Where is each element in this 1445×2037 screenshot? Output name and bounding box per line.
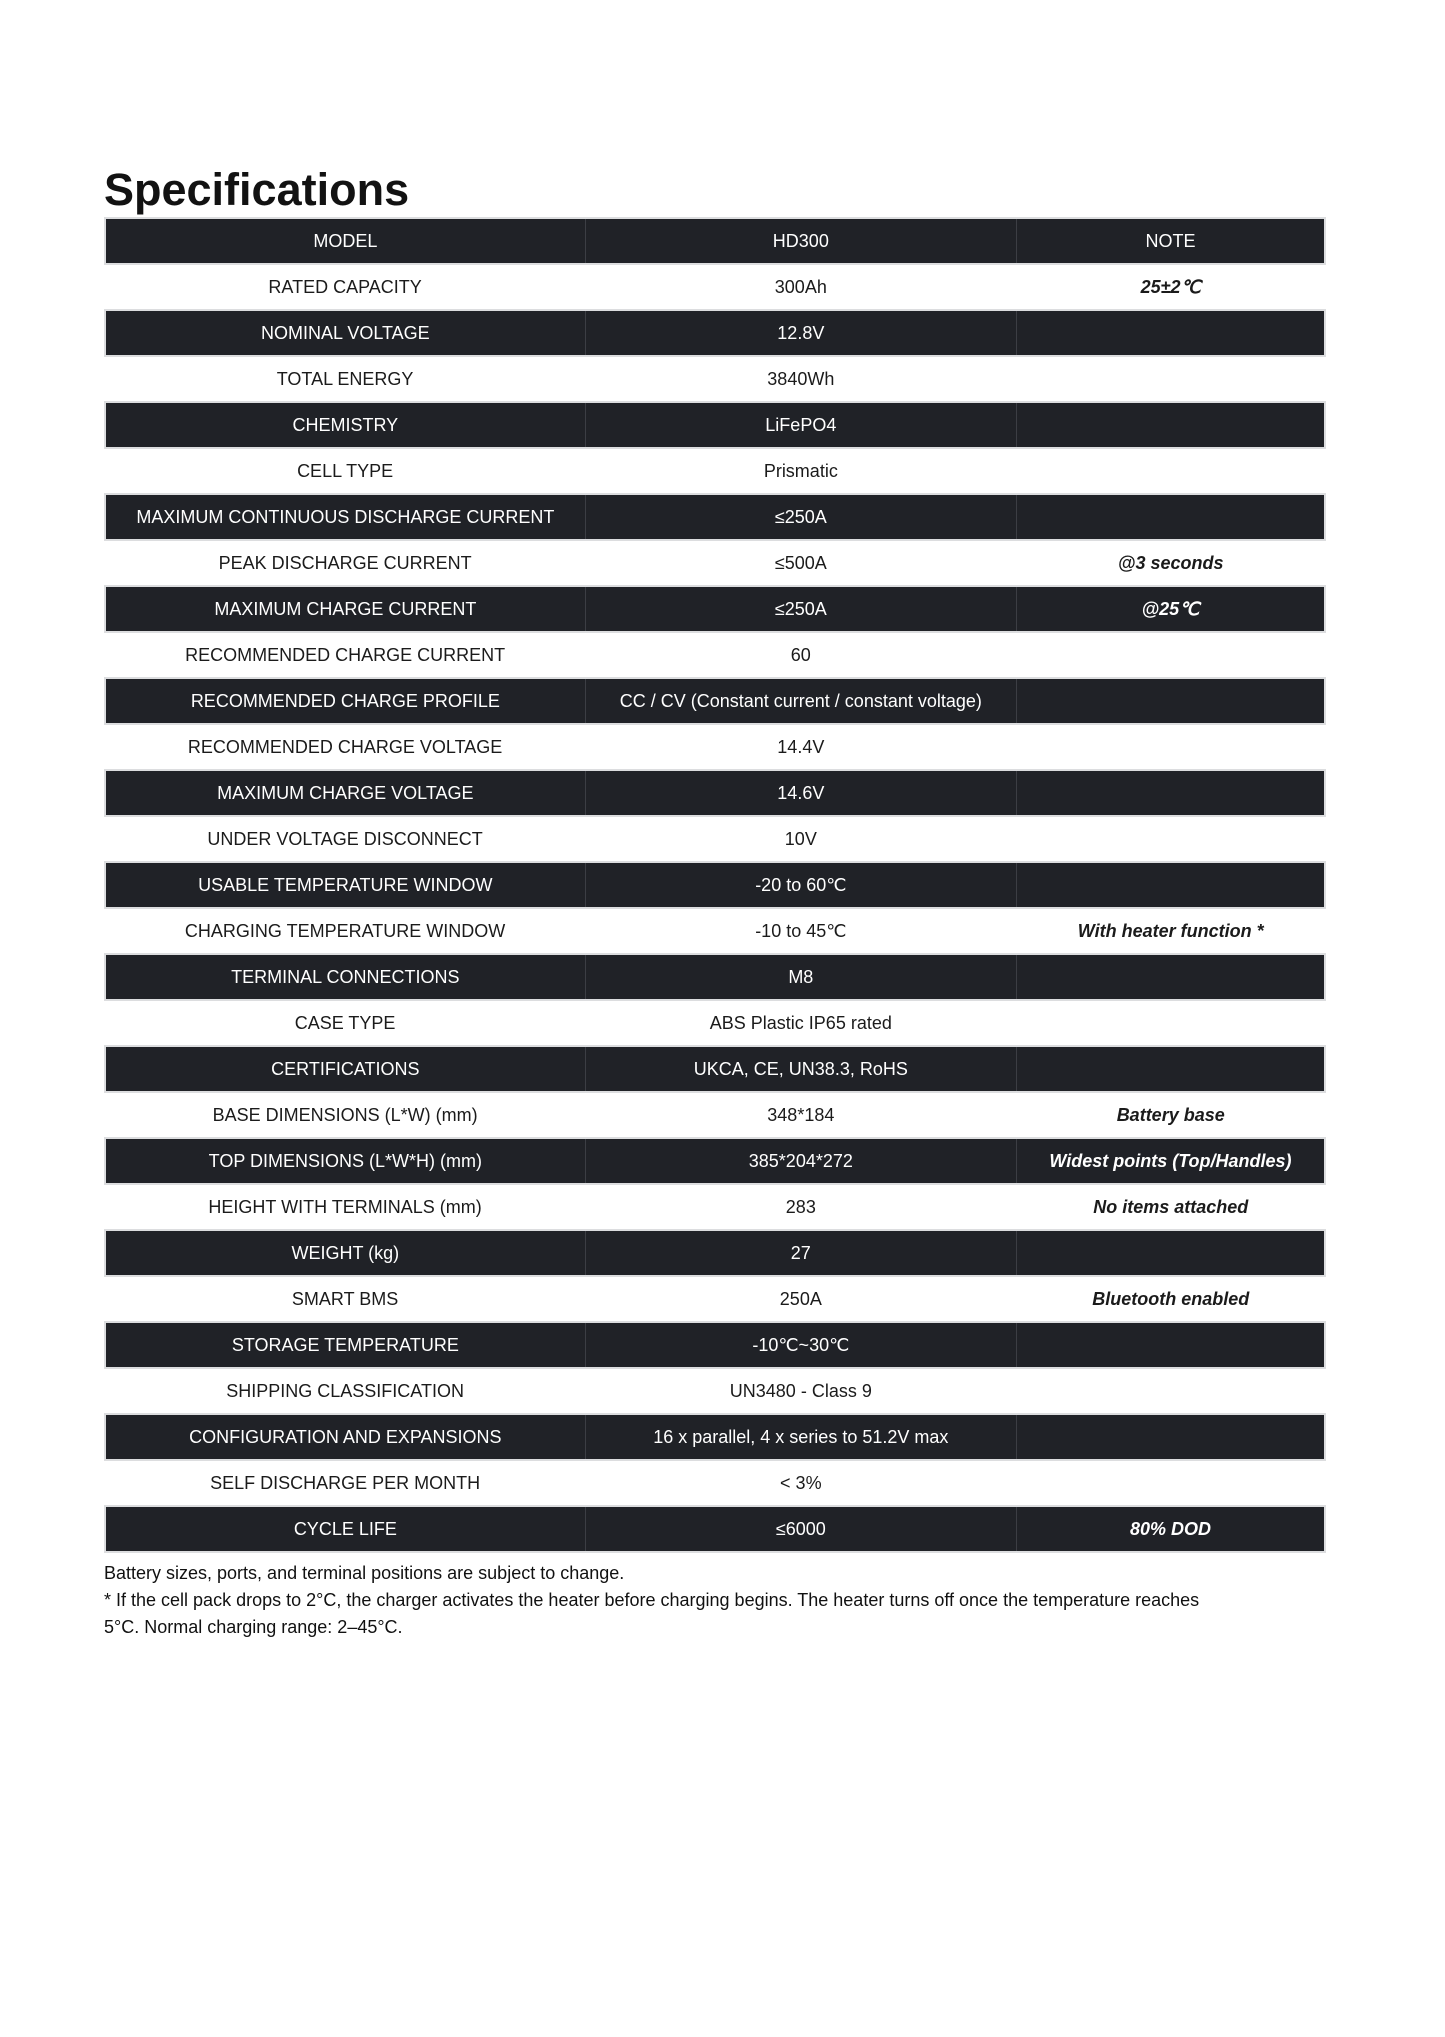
- spec-value-cell: 250A: [585, 1276, 1016, 1322]
- spec-note-cell: [1016, 1368, 1325, 1414]
- spec-row: [105, 770, 1325, 816]
- spec-note-cell: 25±2℃: [1016, 264, 1325, 310]
- spec-value-cell: 12.8V: [585, 310, 1016, 356]
- header-model-value: HD300: [585, 218, 1016, 264]
- spec-label-cell: WEIGHT (kg): [105, 1230, 585, 1276]
- spec-row: [105, 1368, 1325, 1414]
- spec-label-cell: CHEMISTRY: [105, 402, 585, 448]
- spec-row: [105, 1276, 1325, 1322]
- spec-note-cell: [1016, 1230, 1325, 1276]
- spec-value-cell: LiFePO4: [585, 402, 1016, 448]
- spec-note-cell: [1016, 1322, 1325, 1368]
- spec-label-cell: CASE TYPE: [105, 1000, 585, 1046]
- spec-label-cell: NOMINAL VOLTAGE: [105, 310, 585, 356]
- spec-label-cell: BASE DIMENSIONS (L*W) (mm): [105, 1092, 585, 1138]
- spec-label-cell: MAXIMUM CHARGE CURRENT: [105, 586, 585, 632]
- spec-note-cell: [1016, 770, 1325, 816]
- spec-value-cell: 14.6V: [585, 770, 1016, 816]
- spec-label-cell: MAXIMUM CHARGE VOLTAGE: [105, 770, 585, 816]
- spec-row: [105, 908, 1325, 954]
- spec-label-cell: RECOMMENDED CHARGE PROFILE: [105, 678, 585, 724]
- spec-row: [105, 1138, 1325, 1184]
- spec-value-cell: 14.4V: [585, 724, 1016, 770]
- spec-note-cell: [1016, 678, 1325, 724]
- spec-value-cell: ≤250A: [585, 494, 1016, 540]
- spec-value-cell: ≤6000: [585, 1506, 1016, 1552]
- spec-value-cell: 60: [585, 632, 1016, 678]
- spec-label-cell: TERMINAL CONNECTIONS: [105, 954, 585, 1000]
- spec-row: [105, 1506, 1325, 1552]
- spec-value-cell: -10℃~30℃: [585, 1322, 1016, 1368]
- spec-note-cell: Widest points (Top/Handles): [1016, 1138, 1325, 1184]
- spec-row: [105, 1092, 1325, 1138]
- spec-row: [105, 724, 1325, 770]
- spec-label-cell: PEAK DISCHARGE CURRENT: [105, 540, 585, 586]
- spec-note-cell: [1016, 356, 1325, 402]
- spec-row: [105, 678, 1325, 724]
- spec-note-cell: [1016, 1460, 1325, 1506]
- spec-note-cell: With heater function *: [1016, 908, 1325, 954]
- spec-label-cell: TOP DIMENSIONS (L*W*H) (mm): [105, 1138, 585, 1184]
- spec-row: [105, 816, 1325, 862]
- spec-label-cell: STORAGE TEMPERATURE: [105, 1322, 585, 1368]
- spec-label-cell: CONFIGURATION AND EXPANSIONS: [105, 1414, 585, 1460]
- spec-value-cell: ≤500A: [585, 540, 1016, 586]
- spec-value-cell: 348*184: [585, 1092, 1016, 1138]
- spec-row: [105, 448, 1325, 494]
- spec-label-cell: SELF DISCHARGE PER MONTH: [105, 1460, 585, 1506]
- spec-value-cell: Prismatic: [585, 448, 1016, 494]
- spec-note-cell: [1016, 494, 1325, 540]
- spec-value-cell: 283: [585, 1184, 1016, 1230]
- spec-label-cell: HEIGHT WITH TERMINALS (mm): [105, 1184, 585, 1230]
- spec-value-cell: 3840Wh: [585, 356, 1016, 402]
- spec-row: [105, 632, 1325, 678]
- spec-row: [105, 862, 1325, 908]
- footnote-line-3: 5°C. Normal charging range: 2–45°C.: [104, 1617, 403, 1638]
- spec-label-cell: RECOMMENDED CHARGE VOLTAGE: [105, 724, 585, 770]
- spec-note-cell: [1016, 724, 1325, 770]
- header-model-label: MODEL: [105, 218, 585, 264]
- spec-note-cell: [1016, 1000, 1325, 1046]
- spec-note-cell: @3 seconds: [1016, 540, 1325, 586]
- spec-note-cell: [1016, 402, 1325, 448]
- spec-row: [105, 494, 1325, 540]
- spec-note-cell: [1016, 816, 1325, 862]
- spec-row: [105, 356, 1325, 402]
- spec-label-cell: CHARGING TEMPERATURE WINDOW: [105, 908, 585, 954]
- spec-note-cell: [1016, 632, 1325, 678]
- spec-value-cell: UN3480 - Class 9: [585, 1368, 1016, 1414]
- spec-value-cell: UKCA, CE, UN38.3, RoHS: [585, 1046, 1016, 1092]
- spec-note-cell: [1016, 862, 1325, 908]
- header-note-label: NOTE: [1016, 218, 1325, 264]
- spec-label-cell: RECOMMENDED CHARGE CURRENT: [105, 632, 585, 678]
- spec-value-cell: -10 to 45℃: [585, 908, 1016, 954]
- spec-note-cell: No items attached: [1016, 1184, 1325, 1230]
- spec-label-cell: RATED CAPACITY: [105, 264, 585, 310]
- spec-sheet-page: [0, 166, 1445, 1641]
- spec-row: [105, 1460, 1325, 1506]
- spec-label-cell: CERTIFICATIONS: [105, 1046, 585, 1092]
- spec-table-body: [105, 264, 1325, 1552]
- spec-value-cell: M8: [585, 954, 1016, 1000]
- spec-value-cell: 10V: [585, 816, 1016, 862]
- spec-label-cell: SHIPPING CLASSIFICATION: [105, 1368, 585, 1414]
- spec-note-cell: [1016, 954, 1325, 1000]
- spec-value-cell: 27: [585, 1230, 1016, 1276]
- spec-label-cell: TOTAL ENERGY: [105, 356, 585, 402]
- spec-value-cell: CC / CV (Constant current / constant voltage): [585, 678, 1016, 724]
- footnote-line-1: Battery sizes, ports, and terminal positions are subject to change.: [104, 1563, 625, 1584]
- spec-note-cell: Battery base: [1016, 1092, 1325, 1138]
- spec-row: [105, 954, 1325, 1000]
- footnotes: [104, 1560, 1326, 1641]
- spec-note-cell: [1016, 1414, 1325, 1460]
- spec-value-cell: ≤250A: [585, 586, 1016, 632]
- page-title: Specifications: [104, 164, 410, 215]
- spec-row: [105, 1322, 1325, 1368]
- spec-value-cell: < 3%: [585, 1460, 1016, 1506]
- spec-note-cell: [1016, 1046, 1325, 1092]
- spec-label-cell: MAXIMUM CONTINUOUS DISCHARGE CURRENT: [105, 494, 585, 540]
- spec-value-cell: 385*204*272: [585, 1138, 1016, 1184]
- spec-note-cell: 80% DOD: [1016, 1506, 1325, 1552]
- spec-row: [105, 1046, 1325, 1092]
- spec-row: [105, 264, 1325, 310]
- spec-value-cell: -20 to 60℃: [585, 862, 1016, 908]
- spec-row: [105, 402, 1325, 448]
- spec-value-cell: 16 x parallel, 4 x series to 51.2V max: [585, 1414, 1016, 1460]
- spec-value-cell: ABS Plastic IP65 rated: [585, 1000, 1016, 1046]
- spec-row: [105, 1184, 1325, 1230]
- spec-note-cell: @25℃: [1016, 586, 1325, 632]
- spec-row: [105, 1000, 1325, 1046]
- spec-value-cell: 300Ah: [585, 264, 1016, 310]
- spec-row: [105, 310, 1325, 356]
- spec-label-cell: USABLE TEMPERATURE WINDOW: [105, 862, 585, 908]
- spec-label-cell: UNDER VOLTAGE DISCONNECT: [105, 816, 585, 862]
- footnote-line-2: * If the cell pack drops to 2°C, the charger activates the heater before charging begins. The heater turns off once the temperature reaches: [104, 1590, 1200, 1611]
- spec-row: [105, 540, 1325, 586]
- spec-row: [105, 1230, 1325, 1276]
- table-header-row: [105, 218, 1325, 264]
- spec-row: [105, 1414, 1325, 1460]
- spec-label-cell: CELL TYPE: [105, 448, 585, 494]
- spec-note-cell: [1016, 310, 1325, 356]
- spec-row: [105, 586, 1325, 632]
- spec-note-cell: Bluetooth enabled: [1016, 1276, 1325, 1322]
- spec-label-cell: SMART BMS: [105, 1276, 585, 1322]
- spec-label-cell: CYCLE LIFE: [105, 1506, 585, 1552]
- spec-note-cell: [1016, 448, 1325, 494]
- specifications-table: [104, 217, 1326, 1553]
